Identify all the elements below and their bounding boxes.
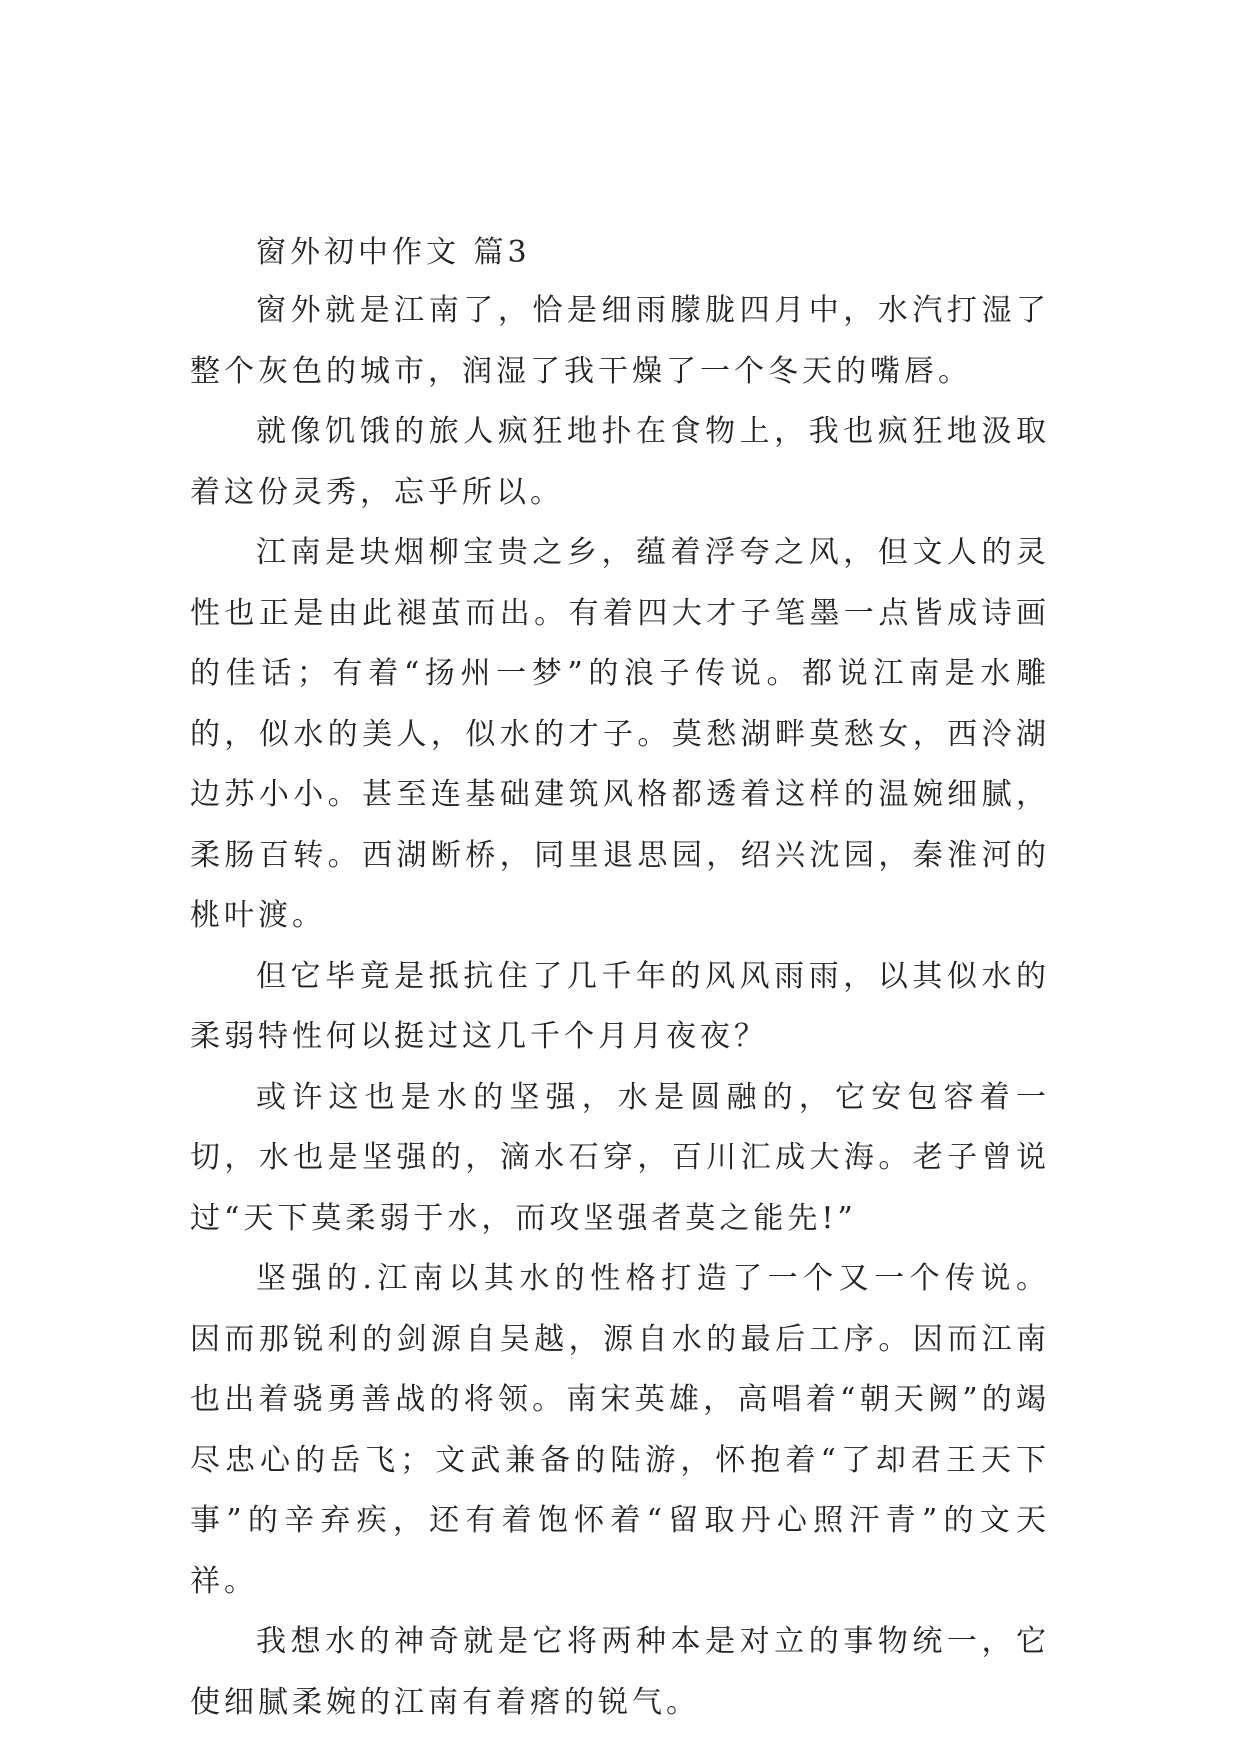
paragraph-4: 但它毕竟是抵抗住了几千年的风风雨雨，以其似水的柔弱特性何以挺过这几千个月月夜夜？ xyxy=(190,958,1050,1054)
document-title: 窗外初中作文 篇3 xyxy=(256,235,531,270)
paragraph-5: 或许这也是水的坚强，水是圆融的，它安包容着一切，水也是坚强的，滴水石穿，百川汇成大海。老子曾说过“天下莫柔弱于水，而攻坚强者莫之能先!” xyxy=(190,1079,1050,1236)
paragraph-3: 江南是块烟柳宝贵之乡，蕴着浮夸之风，但文人的灵性也正是由此褪茧而出。有着四大才子笔墨一点皆成诗画的佳话；有着“扬州一梦”的浪子传说。都说江南是水雕的，似水的美人，似水的才子。莫愁湖畔莫愁女，西泠湖边苏小小。甚至连基础建筑风格都透着这样的温婉细腻，柔肠百转。西湖断桥，同里退思园，绍兴沈园，秦淮河的桃叶渡。 xyxy=(190,535,1050,933)
document-body xyxy=(190,225,1050,1733)
paragraph-2: 就像饥饿的旅人疯狂地扑在食物上，我也疯狂地汲取着这份灵秀，忘乎所以。 xyxy=(190,414,1050,510)
paragraph-6: 坚强的.江南以其水的性格打造了一个又一个传说。因而那锐利的剑源自吴越，源自水的最后工序。因而江南也出着骁勇善战的将领。南宋英雄，高唱着“朝天阙”的竭尽忠心的岳飞；文武兼备的陆游，怀抱着“了却君王天下事”的辛弃疾，还有着饱怀着“留取丹心照汗青”的文天祥。 xyxy=(190,1261,1050,1599)
paragraph-1: 窗外就是江南了，恰是细雨朦胧四月中，水汽打湿了整个灰色的城市，润湿了我干燥了一个冬天的嘴唇。 xyxy=(190,293,1050,389)
paragraph-7: 我想水的神奇就是它将两种本是对立的事物统一，它使细腻柔婉的江南有着瘩的锐气。 xyxy=(190,1624,1050,1720)
